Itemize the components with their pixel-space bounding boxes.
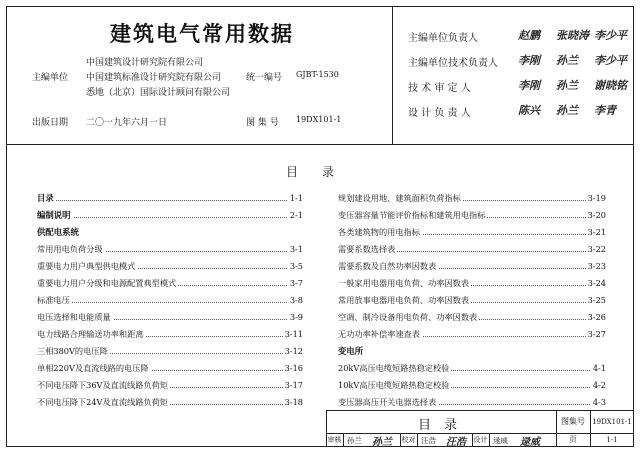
signature: 李刚 — [518, 79, 540, 92]
header-divider — [392, 6, 393, 144]
toc-heading: 目 录 — [286, 165, 335, 179]
signature: 孙兰 — [556, 79, 578, 92]
toc-row[interactable]: 常用用电负荷分级 3-1 — [37, 244, 303, 254]
signature: 陈兴 — [518, 104, 540, 117]
title-block-atlas-no: 19DX101-1 — [592, 418, 632, 426]
toc-row[interactable]: 变压器高压开关电器选择表 4-3 — [338, 397, 606, 407]
unified-no-label: 统一编号 — [246, 73, 283, 83]
unified-no: GJBT-1530 — [296, 70, 339, 79]
responsible-row-1 — [408, 27, 632, 45]
toc-row[interactable]: 单相220V及直流线路的电压降 3-16 — [37, 363, 303, 373]
toc-row[interactable]: 电力线路合理输送功率和距离 3-11 — [37, 329, 303, 339]
toc-row[interactable]: 需要系数及自然功率因数表 3-23 — [338, 261, 606, 271]
toc-row[interactable]: 重要电力用户典型供电模式 3-5 — [37, 261, 303, 271]
designer-name: 逯威 — [493, 436, 508, 445]
toc-row[interactable]: 不同电压降下36V及直流线路负荷矩 3-17 — [37, 380, 303, 390]
toc-row[interactable]: 需要系数选择表 3-22 — [338, 244, 606, 254]
title-block-name: 目 录 — [418, 418, 458, 433]
design-label: 设计 — [473, 436, 488, 444]
responsible-row-4 — [408, 102, 632, 120]
document-title: 建筑电气常用数据 — [110, 22, 294, 46]
editor-unit-3: 悉地（北京）国际设计顾问有限公司 — [86, 88, 231, 98]
editor-unit-label: 主编单位 — [32, 73, 69, 83]
check-label: 校对 — [401, 436, 416, 444]
reviewer-signature: 孙兰 — [372, 437, 392, 448]
toc-row[interactable]: 不同电压降下24V及直流线路负荷矩 3-18 — [37, 397, 303, 407]
responsible-row-2 — [408, 52, 632, 70]
page-label: 页 — [569, 435, 577, 444]
toc-row[interactable]: 10kV高压电缆短路热稳定校验 4-2 — [338, 380, 606, 390]
toc-row[interactable]: 规划建设用地、建筑面积负荷指标 3-19 — [338, 193, 606, 203]
toc-section: 变电所 — [338, 346, 364, 356]
toc-row[interactable]: 变压器容量节能评价指标和建筑用电指标 3-20 — [338, 210, 606, 220]
signature: 李少平 — [594, 54, 627, 67]
signature: 孙兰 — [556, 104, 578, 117]
toc-row[interactable]: 重要电力用户分级和电源配置典型模式 3-7 — [37, 278, 303, 288]
responsible-row-3 — [408, 77, 632, 95]
reviewer-name: 孙兰 — [347, 436, 362, 445]
header-bottom-line — [6, 144, 634, 145]
responsible-role: 主编单位负责人 — [408, 33, 478, 44]
pub-date-label: 出版日期 — [32, 118, 69, 128]
toc-row[interactable]: 电压选择和电能质量 3-9 — [37, 312, 303, 322]
toc-row[interactable]: 编制说明 2-1 — [37, 210, 303, 220]
editor-unit-2: 中国建筑标准设计研究院有限公司 — [86, 73, 222, 83]
responsible-role: 主编单位技术负责人 — [408, 58, 498, 69]
designer-signature: 逯威 — [520, 437, 540, 448]
signature: 赵鹏 — [518, 29, 540, 42]
toc-section: 供配电系统 — [37, 227, 79, 237]
checker-name: 汪浩 — [421, 436, 436, 445]
page-number: 1-1 — [606, 436, 618, 444]
checker-signature: 汪浩 — [446, 437, 466, 448]
toc-row[interactable]: 空调、制冷设备用电负荷、功率因数表 3-26 — [338, 312, 606, 322]
toc-row[interactable]: 常用放事电器用电负荷、功率因数表 3-25 — [338, 295, 606, 305]
toc-row[interactable]: 标准电压 3-8 — [37, 295, 303, 305]
review-label: 审核 — [327, 436, 342, 444]
title-block-atlas-label: 图集号 — [561, 417, 585, 426]
responsible-role: 设 计 负 责 人 — [408, 108, 471, 119]
atlas-no-label: 图 集 号 — [246, 118, 279, 128]
signature: 张晓涛 — [556, 29, 589, 42]
toc-row[interactable]: 20kV高压电缆短路热稳定校验 4-1 — [338, 363, 606, 373]
toc-row[interactable]: 三相380V的电压降 3-12 — [37, 346, 303, 356]
toc-row[interactable]: 目录 1-1 — [37, 193, 303, 203]
signature: 李刚 — [518, 54, 540, 67]
atlas-no: 19DX101-1 — [296, 115, 342, 124]
signature: 孙兰 — [556, 54, 578, 67]
toc-row[interactable]: 无功功率补偿率速查表 3-27 — [338, 329, 606, 339]
toc-row[interactable]: 一般家用电器用电负荷、功率因数表 3-24 — [338, 278, 606, 288]
editor-unit-1: 中国建筑设计研究院有限公司 — [86, 58, 204, 68]
signature: 李青 — [594, 104, 616, 117]
pub-date: 二〇一九年六月一日 — [86, 118, 168, 128]
signature: 谢晓铭 — [594, 79, 627, 92]
signature: 李少平 — [594, 29, 627, 42]
responsible-role: 技 术 审 定 人 — [408, 83, 471, 94]
toc-row[interactable]: 各类建筑物的用电指标 3-21 — [338, 227, 606, 237]
